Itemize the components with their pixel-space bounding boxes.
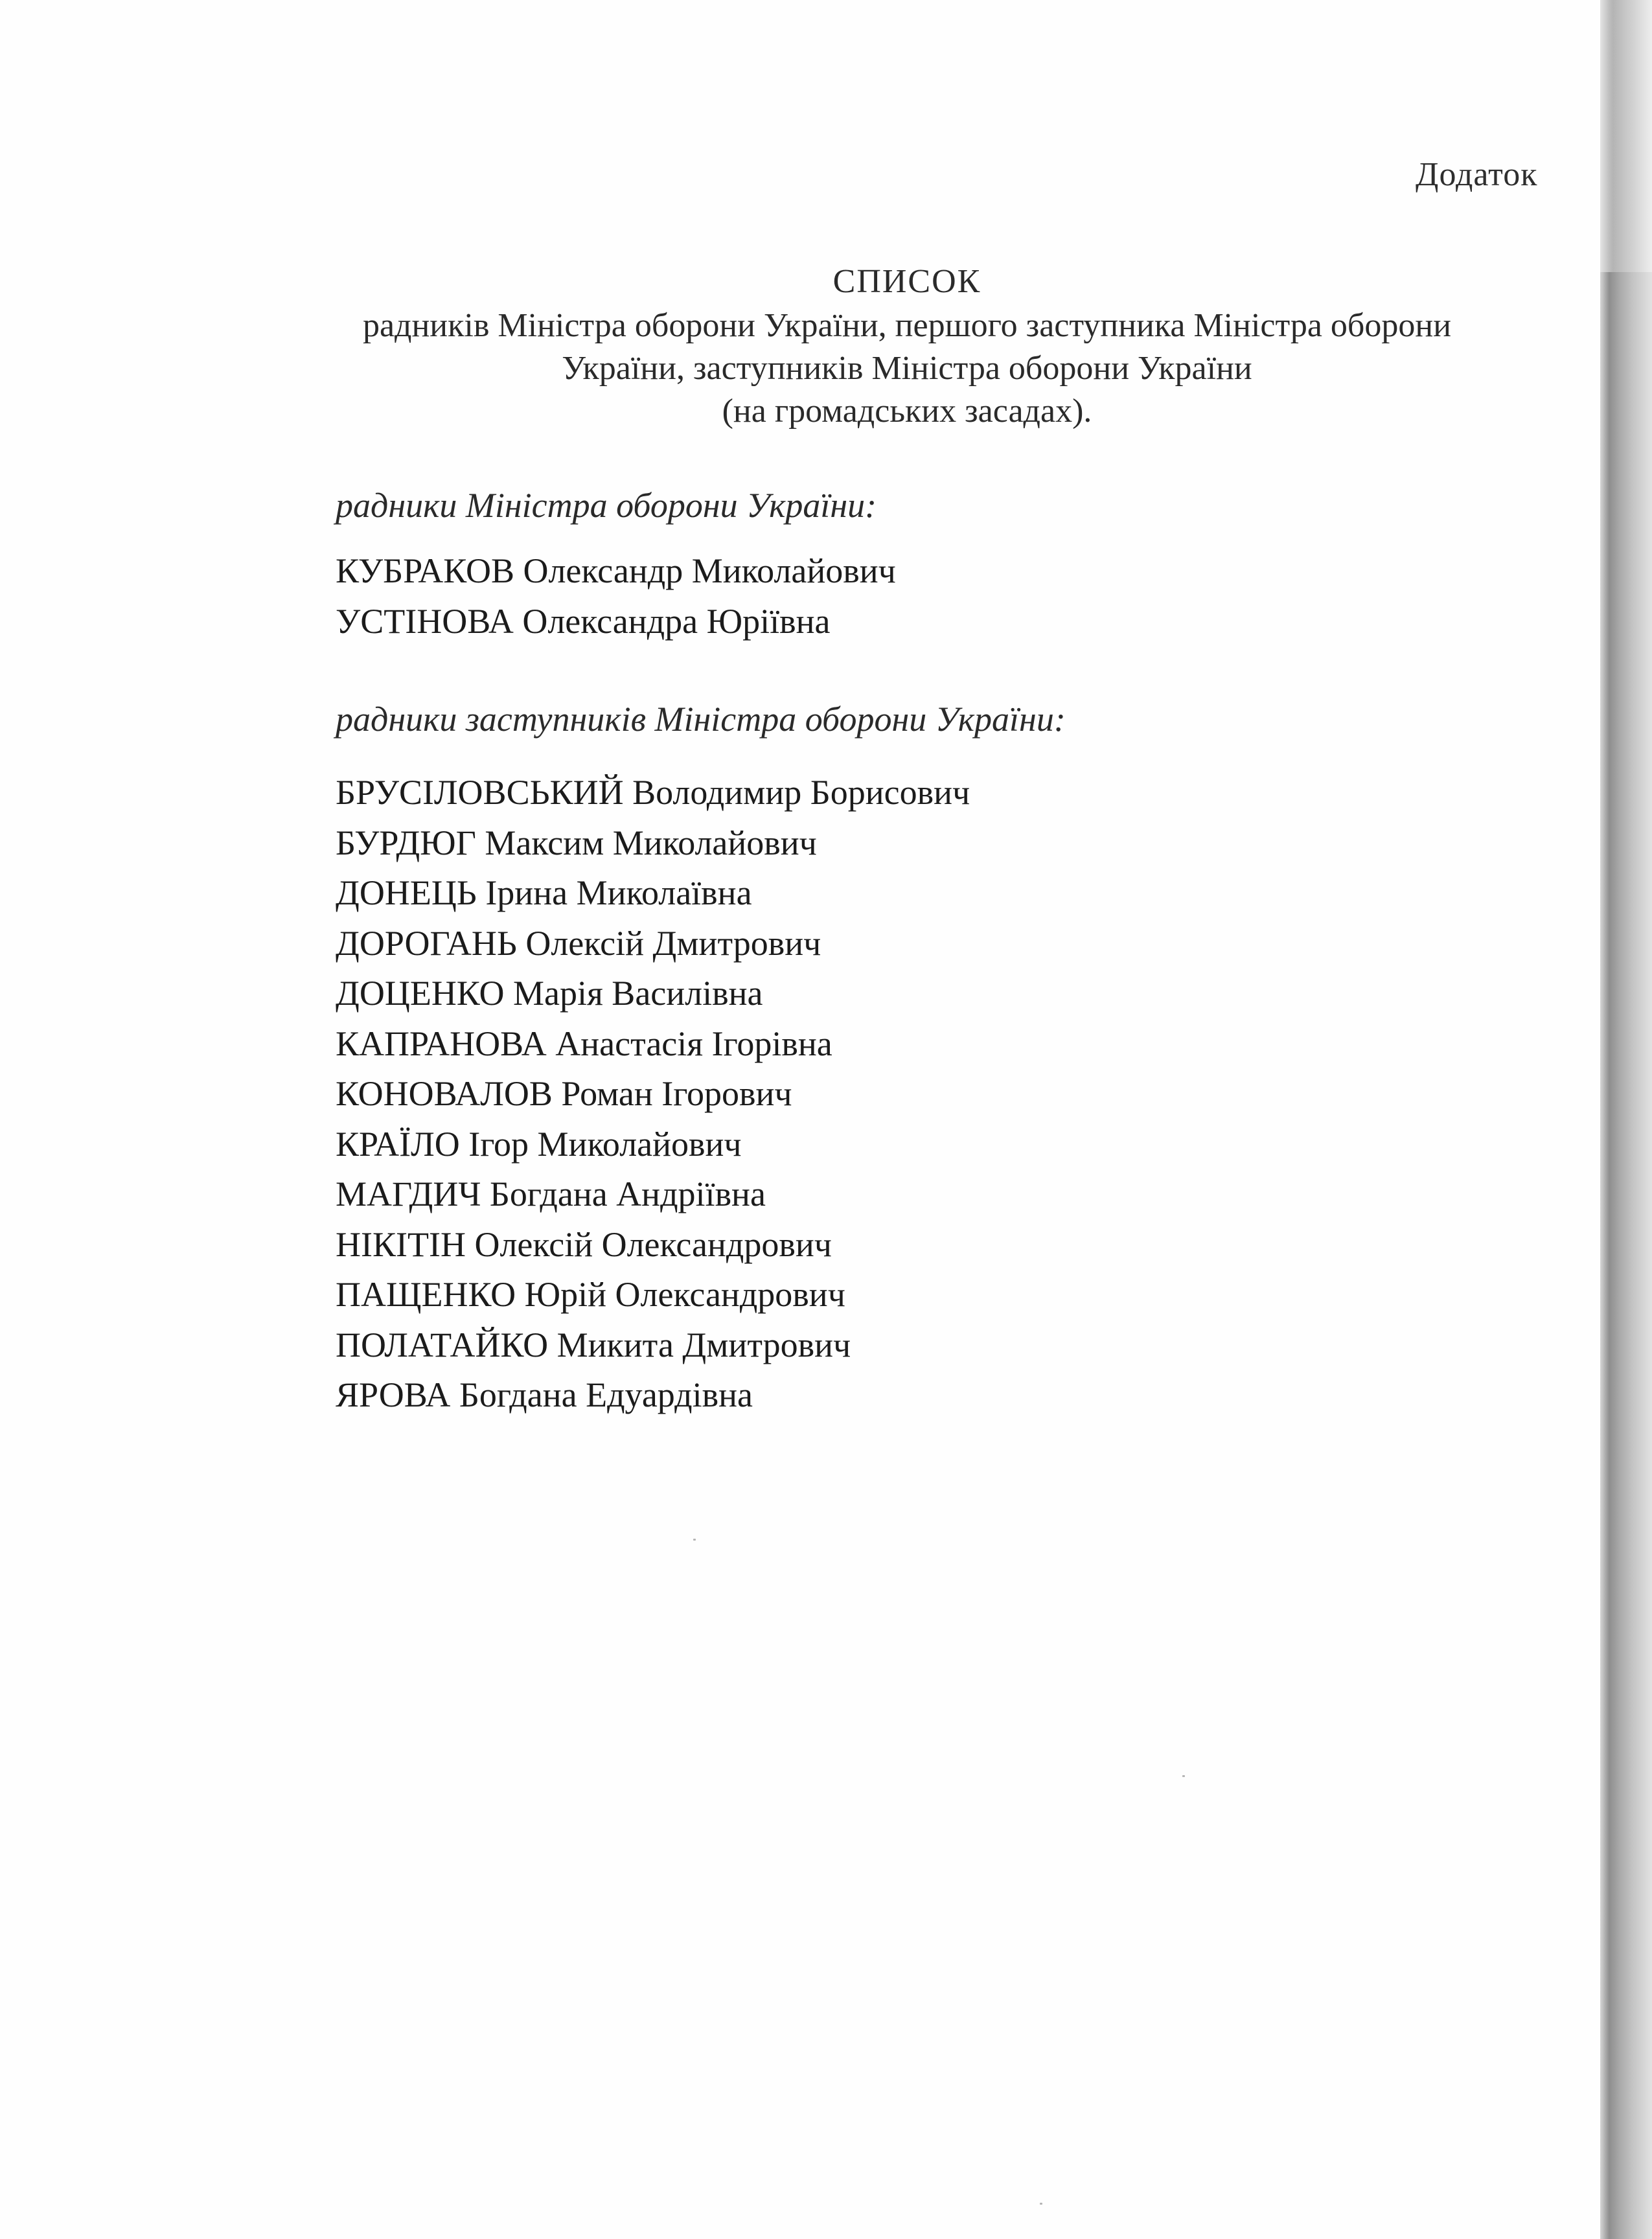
scanner-edge-shadow xyxy=(1600,0,1652,2239)
section-deputy-advisors xyxy=(336,696,1066,1421)
scan-speck xyxy=(1182,1775,1185,1777)
list-item: КОНОВАЛОВ Роман Ігорович xyxy=(336,1074,792,1113)
list-item: УСТІНОВА Олександра Юріївна xyxy=(336,601,831,641)
list-item: БУРДЮГ Максим Миколайович xyxy=(336,823,817,862)
name-list xyxy=(336,768,1066,1421)
list-item: МАГДИЧ Богдана Андріївна xyxy=(336,1175,766,1213)
list-item: КУБРАКОВ Олександр Миколайович xyxy=(336,551,896,590)
title-block xyxy=(272,259,1542,433)
scan-speck xyxy=(693,1539,696,1541)
appendix-label: Додаток xyxy=(1416,156,1538,193)
scan-speck xyxy=(1040,2203,1042,2205)
list-item: ДОРОГАНЬ Олексій Дмитрович xyxy=(336,923,821,963)
list-item: ПАЩЕНКО Юрій Олександрович xyxy=(336,1275,845,1314)
section-minister-advisors xyxy=(336,483,896,647)
section-heading: радники заступників Міністра оборони України: xyxy=(336,700,1066,739)
section-heading: радники Міністра оборони України: xyxy=(336,486,877,525)
list-item: ЯРОВА Богдана Едуардівна xyxy=(336,1375,753,1414)
list-item: КАПРАНОВА Анастасія Ігорівна xyxy=(336,1024,832,1063)
subtitle-line: (на громадських засадах). xyxy=(722,393,1092,430)
list-item: БРУСІЛОВСЬКИЙ Володимир Борисович xyxy=(336,773,970,812)
document-title: СПИСОК xyxy=(832,263,981,300)
list-item: ДОНЕЦЬ Ірина Миколаївна xyxy=(336,873,752,912)
list-item: ДОЦЕНКО Марія Василівна xyxy=(336,974,763,1013)
list-item: НІКІТІН Олексій Олександрович xyxy=(336,1224,832,1264)
subtitle-line: України, заступників Міністра оборони України xyxy=(562,350,1252,387)
list-item: КРАЇЛО Ігор Миколайович xyxy=(336,1124,742,1164)
name-list xyxy=(336,546,896,647)
list-item: ПОЛАТАЙКО Микита Дмитрович xyxy=(336,1325,851,1364)
subtitle-line: радників Міністра оборони України, першого заступника Міністра оборони xyxy=(362,307,1452,344)
scanner-edge-highlight xyxy=(1600,0,1652,272)
